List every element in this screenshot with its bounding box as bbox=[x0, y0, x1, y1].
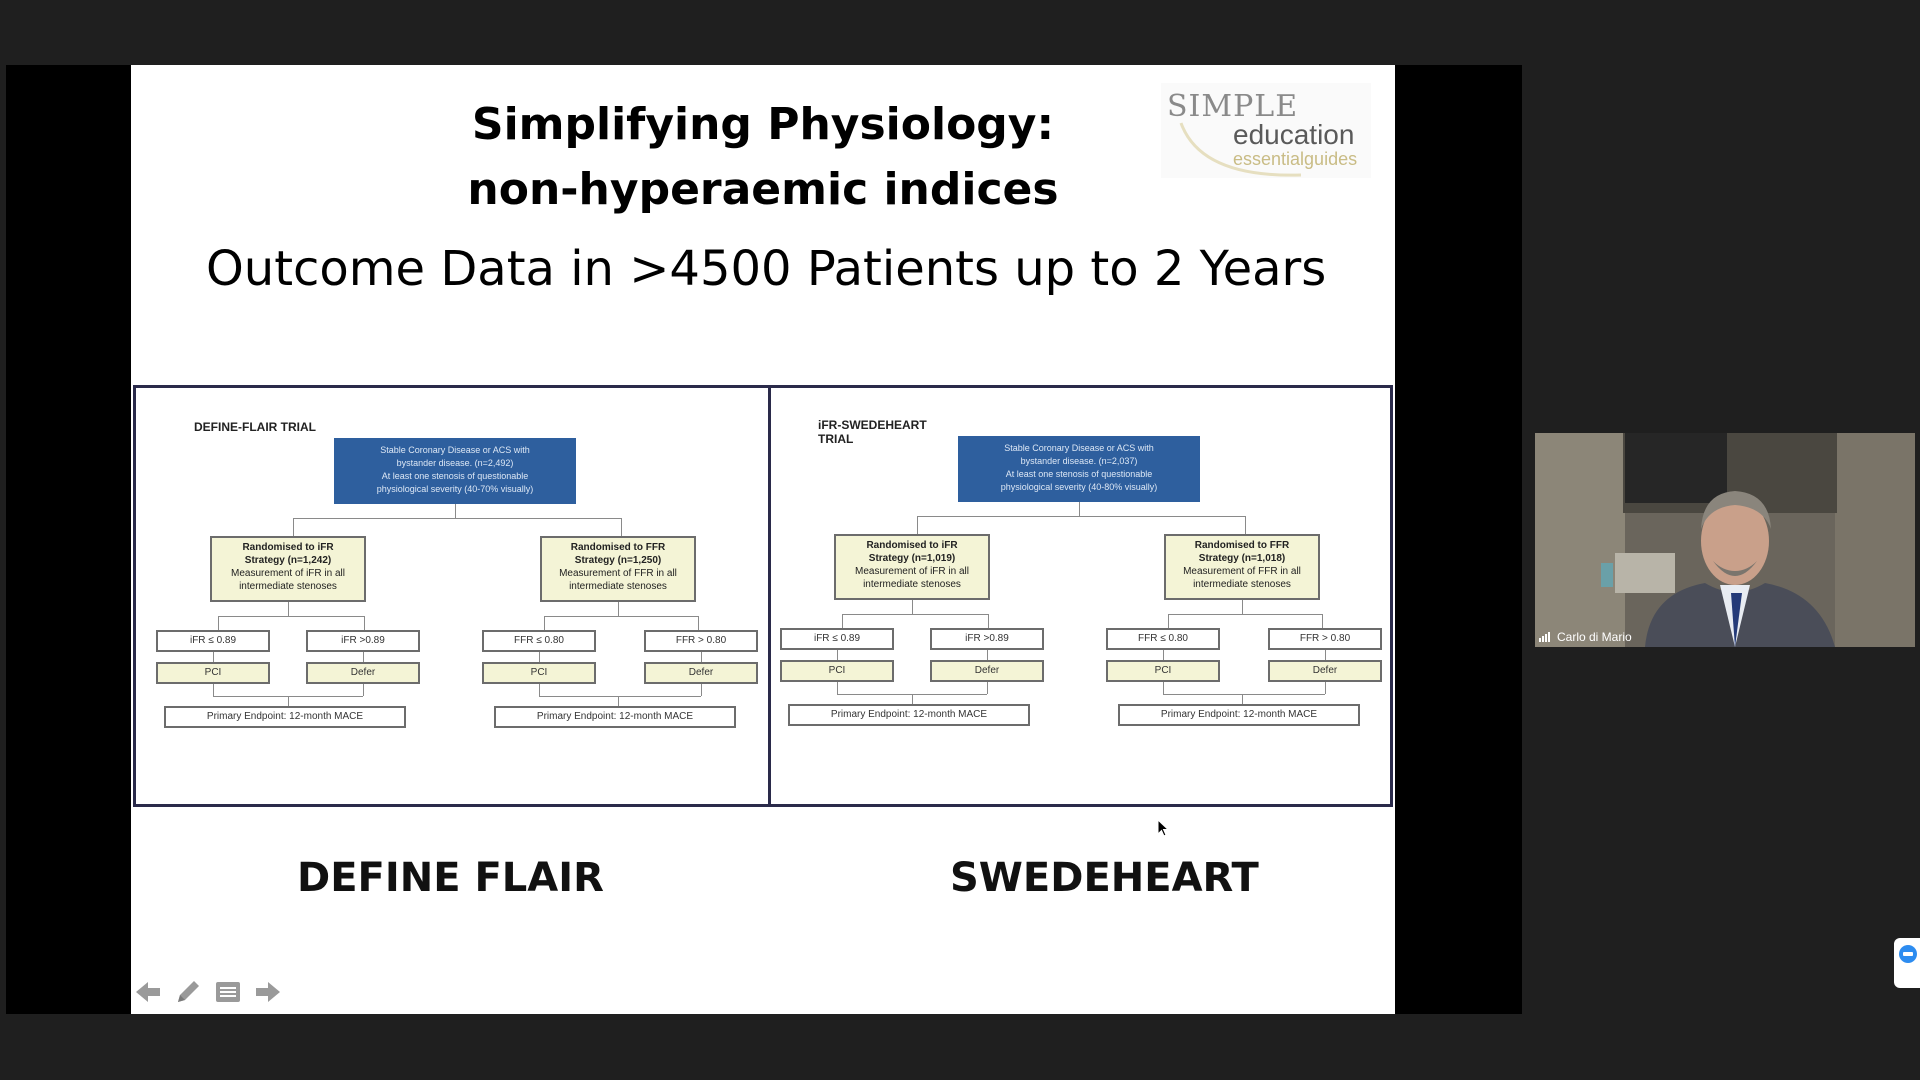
connector bbox=[842, 614, 988, 615]
connector bbox=[1163, 650, 1164, 660]
arm-desc: intermediate stenoses bbox=[863, 579, 961, 590]
connector bbox=[1245, 516, 1246, 534]
swedeheart-trial-label bbox=[818, 418, 927, 446]
slide-title-line1: Simplifying Physiology: bbox=[471, 99, 1055, 150]
connector bbox=[213, 684, 214, 696]
chat-bubble-icon bbox=[1894, 938, 1920, 988]
define-flair-ifr-arm-box bbox=[210, 536, 366, 602]
define-flair-population-line1: Stable Coronary Disease or ACS with bbox=[380, 445, 530, 455]
swedeheart-defer-box-1: Defer bbox=[930, 660, 1044, 682]
arm-title: Randomised to iFR bbox=[866, 540, 958, 551]
trial-flowcharts-panel bbox=[133, 385, 1393, 807]
define-flair-endpoint-box-1: Primary Endpoint: 12-month MACE bbox=[164, 706, 406, 728]
connector bbox=[842, 614, 843, 628]
pencil-icon bbox=[174, 978, 202, 1006]
define-flair-population-line4: physiological severity (40-70% visually) bbox=[376, 484, 534, 494]
menu-icon bbox=[214, 980, 242, 1004]
arm-strategy: Strategy (n=1,250) bbox=[574, 555, 662, 566]
swedeheart-population-box bbox=[958, 436, 1200, 502]
define-flair-pci-box-2: PCI bbox=[482, 662, 596, 684]
participant-name-label: Carlo di Mario bbox=[1557, 630, 1632, 644]
connector bbox=[363, 684, 364, 696]
trial-name-swedeheart: SWEDEHEART bbox=[950, 855, 1259, 901]
previous-slide-button[interactable] bbox=[133, 977, 163, 1007]
arm-desc: Measurement of iFR in all bbox=[855, 566, 969, 577]
swedeheart-endpoint-box-2: Primary Endpoint: 12-month MACE bbox=[1118, 704, 1360, 726]
connector bbox=[539, 696, 701, 697]
arm-title: Randomised to FFR bbox=[1194, 540, 1290, 551]
define-flair-ifr-low-box: iFR ≤ 0.89 bbox=[156, 630, 270, 652]
define-flair-population-line3: At least one stenosis of questionable bbox=[381, 471, 529, 481]
connector bbox=[1168, 614, 1169, 628]
arm-title: Randomised to iFR bbox=[242, 542, 334, 553]
connector bbox=[213, 652, 214, 662]
logo-word-simple: SIMPLE bbox=[1167, 89, 1299, 124]
connector bbox=[1322, 614, 1323, 628]
participant-video-feed bbox=[1535, 433, 1915, 647]
connector bbox=[544, 616, 545, 630]
side-panel-tab[interactable] bbox=[1894, 938, 1920, 988]
pen-tool-button[interactable] bbox=[173, 977, 203, 1007]
swedeheart-ifr-high-box: iFR >0.89 bbox=[930, 628, 1044, 650]
connector bbox=[1163, 682, 1164, 694]
slide-subtitle: Outcome Data in >4500 Patients up to 2 Years bbox=[206, 241, 1327, 297]
arm-strategy: Strategy (n=1,019) bbox=[868, 553, 956, 564]
define-flair-trial-label: DEFINE-FLAIR TRIAL bbox=[194, 420, 316, 434]
connector bbox=[1079, 502, 1080, 516]
signal-strength-icon bbox=[1539, 632, 1550, 642]
connector bbox=[917, 516, 918, 534]
connector bbox=[698, 616, 699, 630]
swedeheart-ffr-low-box: FFR ≤ 0.80 bbox=[1106, 628, 1220, 650]
define-flair-ffr-low-box: FFR ≤ 0.80 bbox=[482, 630, 596, 652]
connector bbox=[218, 616, 364, 617]
connector bbox=[455, 504, 456, 518]
next-slide-button[interactable] bbox=[253, 977, 283, 1007]
arm-desc: intermediate stenoses bbox=[1193, 579, 1291, 590]
swedeheart-defer-box-2: Defer bbox=[1268, 660, 1382, 682]
swedeheart-population-line1: Stable Coronary Disease or ACS with bbox=[1004, 443, 1154, 453]
connector bbox=[837, 650, 838, 660]
define-flair-ffr-arm-box bbox=[540, 536, 696, 602]
logo-word-education: education bbox=[1233, 119, 1355, 150]
define-flair-defer-box-1: Defer bbox=[306, 662, 420, 684]
connector bbox=[1242, 694, 1243, 704]
connector bbox=[544, 616, 698, 617]
connector bbox=[987, 682, 988, 694]
slide-title-line2: non-hyperaemic indices bbox=[467, 164, 1059, 215]
arrow-right-icon bbox=[254, 980, 282, 1004]
trial-name-define-flair: DEFINE FLAIR bbox=[297, 855, 604, 901]
arm-title: Randomised to FFR bbox=[570, 542, 666, 553]
connector bbox=[701, 652, 702, 662]
connector bbox=[912, 600, 913, 614]
define-flair-ffr-high-box: FFR > 0.80 bbox=[644, 630, 758, 652]
connector bbox=[288, 696, 289, 706]
connector bbox=[364, 616, 365, 630]
connector bbox=[1163, 694, 1325, 695]
define-flair-pci-box-1: PCI bbox=[156, 662, 270, 684]
swedeheart-ifr-arm-box bbox=[834, 534, 990, 600]
presentation-slide bbox=[131, 65, 1395, 1014]
swedeheart-pci-box-2: PCI bbox=[1106, 660, 1220, 682]
connector bbox=[1168, 614, 1322, 615]
arm-desc: Measurement of FFR in all bbox=[559, 568, 677, 579]
swedeheart-label-line2: TRIAL bbox=[818, 432, 854, 446]
connector bbox=[288, 602, 289, 616]
arm-strategy: Strategy (n=1,242) bbox=[244, 555, 332, 566]
logo-word-guides: essentialguides bbox=[1233, 149, 1358, 169]
connector bbox=[987, 650, 988, 660]
arm-desc: intermediate stenoses bbox=[239, 581, 337, 592]
connector bbox=[618, 602, 619, 616]
swedeheart-ffr-arm-box bbox=[1164, 534, 1320, 600]
connector bbox=[621, 518, 622, 536]
swedeheart-ffr-high-box: FFR > 0.80 bbox=[1268, 628, 1382, 650]
connector bbox=[293, 518, 294, 536]
connector bbox=[293, 518, 621, 519]
arm-desc: Measurement of FFR in all bbox=[1183, 566, 1301, 577]
connector bbox=[912, 694, 913, 704]
connector bbox=[988, 614, 989, 628]
connector bbox=[1325, 650, 1326, 660]
arm-strategy: Strategy (n=1,018) bbox=[1198, 553, 1286, 564]
define-flair-defer-box-2: Defer bbox=[644, 662, 758, 684]
swedeheart-ifr-low-box: iFR ≤ 0.89 bbox=[780, 628, 894, 650]
panel-divider bbox=[768, 388, 771, 804]
connector bbox=[363, 652, 364, 662]
define-flair-population-line2: bystander disease. (n=2,492) bbox=[396, 458, 514, 468]
swedeheart-pci-box-1: PCI bbox=[780, 660, 894, 682]
connector bbox=[917, 516, 1245, 517]
arm-desc: intermediate stenoses bbox=[569, 581, 667, 592]
connector bbox=[837, 682, 838, 694]
connector bbox=[1325, 682, 1326, 694]
swedeheart-endpoint-box-1: Primary Endpoint: 12-month MACE bbox=[788, 704, 1030, 726]
swedeheart-population-line3: At least one stenosis of questionable bbox=[1005, 469, 1153, 479]
slide-controls bbox=[133, 977, 283, 1009]
arrow-left-icon bbox=[134, 980, 162, 1004]
participant-video-tile[interactable] bbox=[1535, 433, 1915, 647]
define-flair-population-box bbox=[334, 438, 576, 504]
connector bbox=[539, 652, 540, 662]
connector bbox=[1242, 600, 1243, 614]
arm-desc: Measurement of iFR in all bbox=[231, 568, 345, 579]
connector bbox=[539, 684, 540, 696]
define-flair-ifr-high-box: iFR >0.89 bbox=[306, 630, 420, 652]
mouse-pointer-icon bbox=[1157, 819, 1171, 839]
swedeheart-population-line2: bystander disease. (n=2,037) bbox=[1020, 456, 1138, 466]
simple-education-logo bbox=[1161, 83, 1371, 178]
define-flair-endpoint-box-2: Primary Endpoint: 12-month MACE bbox=[494, 706, 736, 728]
connector bbox=[218, 616, 219, 630]
swedeheart-population-line4: physiological severity (40-80% visually) bbox=[1000, 482, 1158, 492]
connector bbox=[618, 696, 619, 706]
swedeheart-label-line1: iFR-SWEDEHEART bbox=[818, 418, 927, 432]
connector bbox=[701, 684, 702, 696]
slide-menu-button[interactable] bbox=[213, 977, 243, 1007]
presentation-stage bbox=[6, 65, 1522, 1014]
